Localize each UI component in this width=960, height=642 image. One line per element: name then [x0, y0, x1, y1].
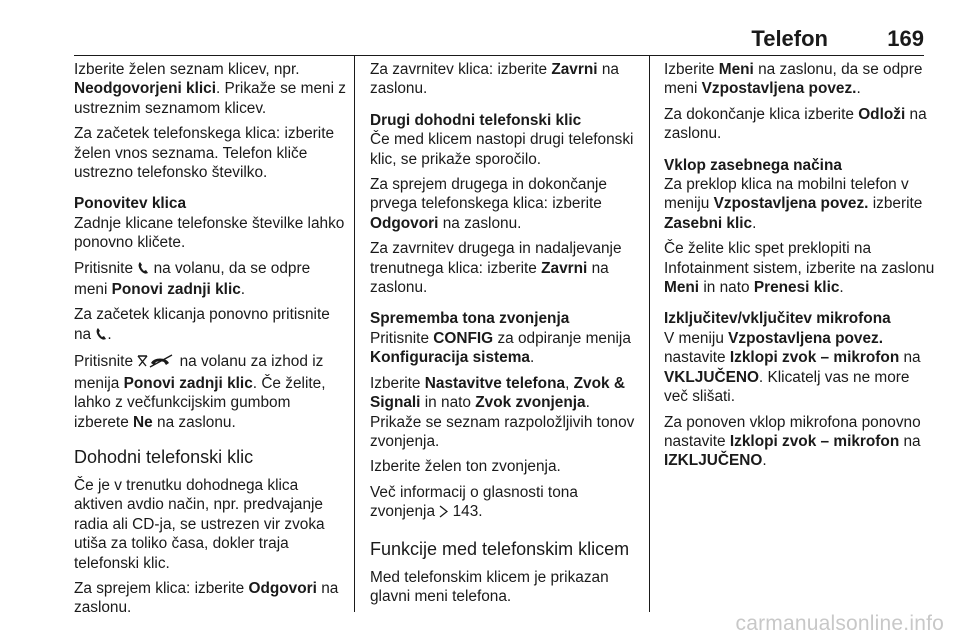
column-divider-1 [354, 56, 355, 612]
column-3 [664, 60, 936, 477]
page-number: 169 [887, 26, 924, 51]
paragraph: Za zavrnitev klica: izberite Zavrni na zaslonu. [370, 61, 619, 98]
header-rule [74, 55, 924, 56]
paragraph: Pritisnite na volanu, da se odpre meni Ponovi zadnji klic. [74, 259, 311, 299]
section-heading-incoming: Dohodni telefonski klic [74, 446, 254, 467]
paragraph: Za sprejem drugega in dokončanje prvega telefonskega klica: izberite Odgovori na zaslonu. [370, 176, 607, 232]
section-heading-microphone: Izključitev/vključitev mikrofona [664, 310, 891, 328]
paragraph: Izberite Meni na zaslonu, da se odpre meni Vzpostavljena povez.. [664, 61, 923, 98]
paragraph: Pritisnite na volanu za izhod iz menija Ponovi zadnji klic. Če želite, lahko z večfunkcijskim gumbom izberete Ne na zaslonu. [74, 353, 326, 431]
section-heading-call-functions: Funkcije med telefonskim klicem [370, 538, 630, 559]
paragraph: Izberite želen seznam klicev, npr. Neodgovorjeni klici. Prikaže se meni z ustreznim seznamom klicev. [74, 61, 346, 117]
page-title: Telefon [751, 26, 828, 51]
section-heading-second-call: Drugi dohodni telefonski klic [370, 111, 582, 129]
paragraph: Več informacij o glasnosti tona zvonjenja 143. [370, 483, 642, 524]
column-1 [74, 60, 346, 624]
phone-handset-icon [137, 261, 149, 280]
page-reference-arrow-icon [439, 504, 448, 523]
mute-end-call-icon [137, 354, 175, 373]
paragraph: Za začetek telefonskega klica: izberite želen vnos seznama. Telefon kliče ustrezno telefonsko številko. [74, 125, 335, 182]
paragraph: Če med klicem nastopi drugi telefonski klic, se prikaže sporočilo. [370, 131, 634, 168]
paragraph: Zadnje klicane telefonske številke lahko ponovno kličete. [74, 214, 345, 252]
watermark: carmanualsonline.info [735, 612, 944, 635]
paragraph: Izberite Nastavitve telefona, Zvok & Signali in nato Zvok zvonjenja. Prikaže se seznam razpoložljivih tonov zvonjenja. [370, 374, 635, 450]
paragraph: Za zavrnitev drugega in nadaljevanje trenutnega klica: izberite Zavrni na zaslonu. [370, 240, 622, 297]
paragraph: Za ponoven vklop mikrofona ponovno nastavite Izklopi zvok – mikrofon na IZKLJUČENO. [664, 413, 921, 470]
paragraph: Če je v trenutku dohodnega klica aktiven avdio način, npr. predvajanje radia ali CD-ja, se ustrezen vir zvoka utiša za toliko časa, dokler traja telefonski klic. [74, 476, 325, 572]
column-2 [370, 60, 642, 612]
phone-handset-icon [95, 327, 107, 346]
paragraph: Za začetek klicanja ponovno pritisnite na . [74, 305, 346, 346]
paragraph: V meniju Vzpostavljena povez. nastavite Izklopi zvok – mikrofon na VKLJUČENO. Klicatelj vas ne more več slišati. [664, 329, 921, 406]
column-divider-2 [649, 56, 650, 612]
paragraph: Če želite klic spet preklopiti na Infotainment sistem, izberite na zaslonu Meni in nato Prenesi klic. [664, 240, 935, 297]
paragraph: Med telefonskim klicem je prikazan glavni meni telefona. [370, 568, 609, 605]
paragraph: Za preklop klica na mobilni telefon v meniju Vzpostavljena povez. izberite Zasebni klic. [664, 176, 923, 232]
section-heading-redial: Ponovitev klica [74, 195, 187, 213]
paragraph: Za sprejem klica: izberite Odgovori na zaslonu. [74, 579, 339, 617]
paragraph: Za dokončanje klica izberite Odloži na zaslonu. [664, 105, 927, 143]
paragraph: Pritisnite CONFIG za odpiranje menija Konfiguracija sistema. [370, 329, 631, 367]
section-heading-ringtone: Sprememba tona zvonjenja [370, 310, 570, 328]
page-header [0, 0, 960, 56]
paragraph: Izberite želen ton zvonjenja. [370, 458, 561, 476]
section-heading-private-mode: Vklop zasebnega načina [664, 156, 842, 174]
